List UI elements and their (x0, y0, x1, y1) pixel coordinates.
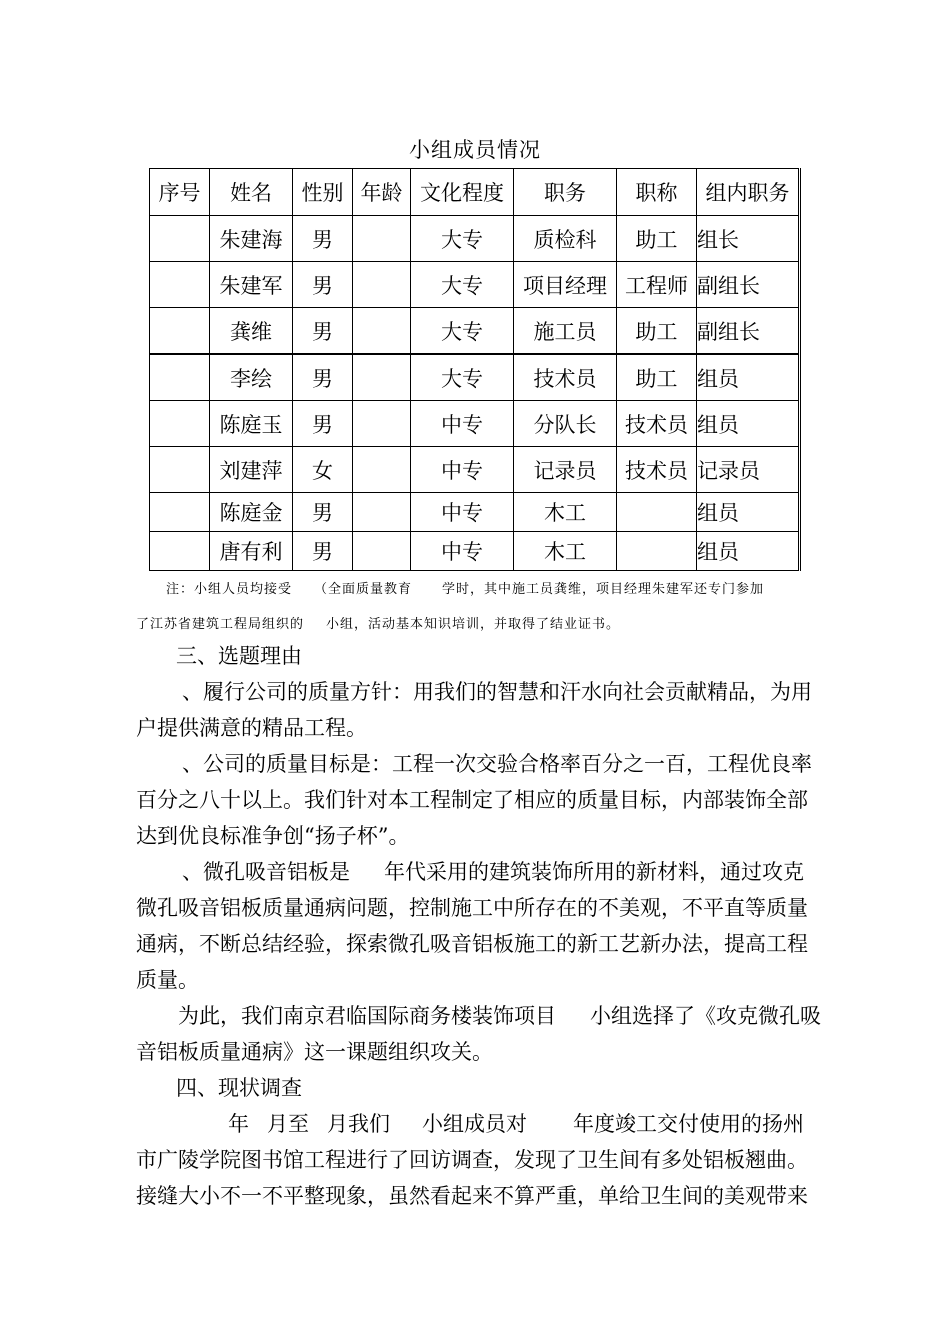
table-row (150, 216, 800, 262)
cell-job: 木工 (514, 532, 617, 571)
cell-index (150, 532, 210, 571)
cell-rank: 工程师 (617, 262, 697, 308)
cell-education: 中专 (411, 532, 514, 571)
cell-job: 质检科 (514, 216, 617, 262)
paragraph-text: 小组成员对 (422, 1112, 527, 1136)
cell-name: 李绘 (210, 354, 293, 401)
cell-gender: 男 (293, 532, 353, 571)
section-heading: 三、选题理由 (176, 644, 302, 668)
cell-role: 组员 (697, 354, 800, 401)
cell-rank: 助工 (617, 308, 697, 355)
paragraph-text: 月我们 (327, 1112, 390, 1136)
paragraph-line: 户提供满意的精品工程。 (136, 716, 367, 740)
cell-education: 大专 (411, 262, 514, 308)
cell-name: 陈庭金 (210, 493, 293, 532)
cell-job: 木工 (514, 493, 617, 532)
cell-age (353, 262, 411, 308)
cell-name: 龚维 (210, 308, 293, 355)
note-text: 注：小组人员均接受 (166, 582, 293, 597)
cell-index (150, 401, 210, 447)
paragraph-line (136, 854, 826, 890)
cell-age (353, 308, 411, 355)
cell-gender: 男 (293, 262, 353, 308)
header-cell: 职称 (617, 169, 697, 216)
table-title: 小组成员情况 (409, 138, 541, 162)
paragraph-line: 百分之八十以上。我们针对本工程制定了相应的质量目标，内部装饰全部 (136, 788, 808, 812)
table-row (150, 532, 800, 571)
cell-index (150, 216, 210, 262)
cell-rank: 技术员 (617, 447, 697, 493)
paragraph-line: 接缝大小不一不平整现象，虽然看起来不算严重，单给卫生间的美观带来 (136, 1184, 808, 1208)
table-row (150, 354, 800, 401)
header-cell: 职务 (514, 169, 617, 216)
cell-age (353, 216, 411, 262)
cell-role: 副组长 (697, 308, 800, 355)
table-note-line-1 (136, 578, 826, 597)
cell-gender: 女 (293, 447, 353, 493)
paragraph-text: 、微孔吸音铝板是 (182, 860, 350, 884)
paragraph-line: 市广陵学院图书馆工程进行了回访调查，发现了卫生间有多处铝板翘曲。 (136, 1148, 808, 1172)
note-text: （全面质量教育 (314, 582, 413, 597)
header-cell: 序号 (150, 169, 210, 216)
cell-index (150, 262, 210, 308)
cell-age (353, 493, 411, 532)
cell-rank (617, 493, 697, 532)
cell-gender: 男 (293, 401, 353, 447)
cell-rank: 技术员 (617, 401, 697, 447)
paragraph-text: 年代采用的建筑装饰所用的新材料，通过攻克 (384, 860, 804, 884)
cell-gender: 男 (293, 308, 353, 355)
table-row (150, 493, 800, 532)
cell-gender: 男 (293, 216, 353, 262)
table-header-row (150, 169, 800, 216)
cell-job: 分队长 (514, 401, 617, 447)
cell-job: 技术员 (514, 354, 617, 401)
cell-gender: 男 (293, 493, 353, 532)
paragraph-text: 年度竣工交付使用的扬州 (573, 1112, 804, 1136)
cell-role: 组员 (697, 401, 800, 447)
paragraph-line: 微孔吸音铝板质量通病问题，控制施工中所存在的不美观，不平直等质量 (136, 896, 808, 920)
cell-gender: 男 (293, 354, 353, 401)
cell-index (150, 447, 210, 493)
table-note-line-2 (136, 613, 826, 632)
cell-name: 刘建萍 (210, 447, 293, 493)
cell-role: 组员 (697, 493, 800, 532)
paragraph-text: 年 (228, 1112, 249, 1136)
paragraph-line (136, 998, 826, 1034)
table-row (150, 447, 800, 493)
cell-job: 施工员 (514, 308, 617, 355)
cell-education: 中专 (411, 447, 514, 493)
table-row (150, 401, 800, 447)
table-row (150, 308, 800, 355)
paragraph-text: 小组选择了《攻克微孔吸 (590, 1004, 821, 1028)
cell-name: 朱建军 (210, 262, 293, 308)
cell-age (353, 401, 411, 447)
note-text: 学时，其中施工员龚维，项目经理朱建军还专门参加 (442, 582, 765, 597)
paragraph-line (136, 1106, 826, 1142)
cell-index (150, 493, 210, 532)
cell-education: 大专 (411, 308, 514, 355)
cell-age (353, 447, 411, 493)
cell-rank (617, 532, 697, 571)
paragraph-line: 达到优良标准争创“扬子杯”。 (136, 824, 410, 848)
cell-index (150, 308, 210, 355)
cell-age (353, 354, 411, 401)
paragraph-text: 月至 (267, 1112, 309, 1136)
cell-role: 记录员 (697, 447, 800, 493)
note-text: 了江苏省建筑工程局组织的 (136, 617, 305, 632)
paragraph-line: 通病，不断总结经验，探索微孔吸音铝板施工的新工艺新办法，提高工程 (136, 932, 808, 956)
paragraph-line: 质量。 (136, 968, 199, 992)
section-3 (136, 638, 826, 1214)
header-cell: 组内职务 (697, 169, 800, 216)
section-heading: 四、现状调查 (176, 1076, 302, 1100)
cell-age (353, 532, 411, 571)
cell-education: 大专 (411, 216, 514, 262)
cell-education: 中专 (411, 401, 514, 447)
cell-index (150, 354, 210, 401)
paragraph-line: 、履行公司的质量方针：用我们的智慧和汗水向社会贡献精品，为用 (182, 680, 812, 704)
cell-role: 组员 (697, 532, 800, 571)
paragraph-text: 为此，我们南京君临国际商务楼装饰项目 (178, 1004, 556, 1028)
cell-rank: 助工 (617, 216, 697, 262)
cell-job: 项目经理 (514, 262, 617, 308)
cell-name: 朱建海 (210, 216, 293, 262)
header-cell: 文化程度 (411, 169, 514, 216)
members-table (149, 168, 801, 571)
table-row (150, 262, 800, 308)
cell-rank: 助工 (617, 354, 697, 401)
cell-education: 大专 (411, 354, 514, 401)
cell-education: 中专 (411, 493, 514, 532)
note-text: 小组，活动基本知识培训，并取得了结业证书。 (326, 617, 621, 632)
cell-name: 陈庭玉 (210, 401, 293, 447)
cell-job: 记录员 (514, 447, 617, 493)
cell-role: 副组长 (697, 262, 800, 308)
cell-role: 组长 (697, 216, 800, 262)
cell-name: 唐有利 (210, 532, 293, 571)
header-cell: 姓名 (210, 169, 293, 216)
header-cell: 性别 (293, 169, 353, 216)
paragraph-line: 、公司的质量目标是：工程一次交验合格率百分之一百，工程优良率 (182, 752, 812, 776)
paragraph-line: 音铝板质量通病》这一课题组织攻关。 (136, 1040, 493, 1064)
header-cell: 年龄 (353, 169, 411, 216)
